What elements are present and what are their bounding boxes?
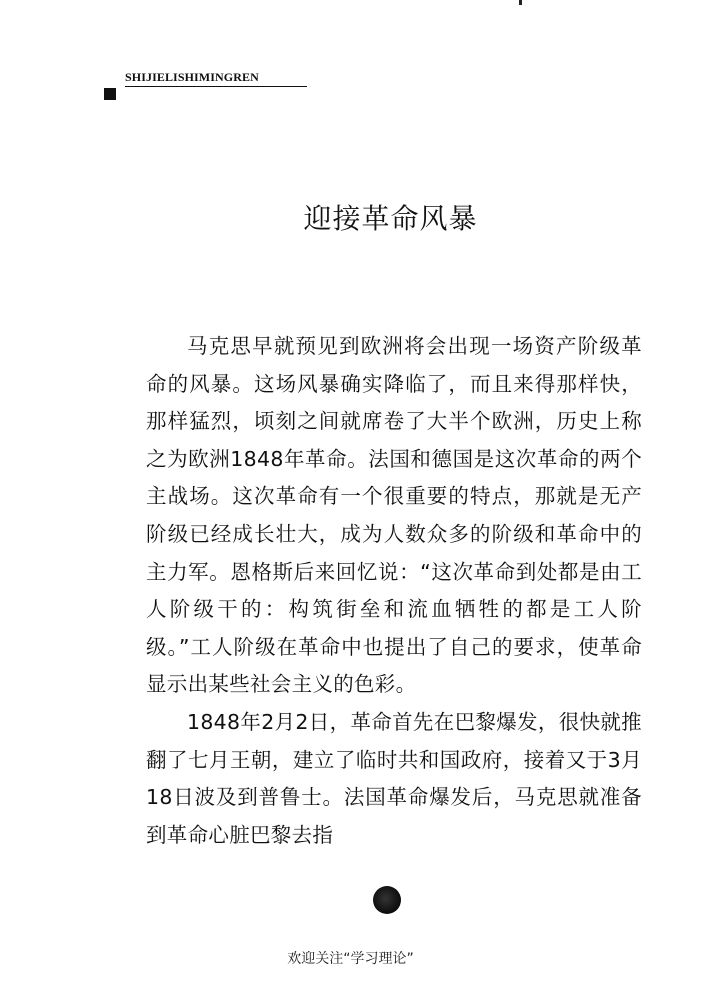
square-bullet-icon: [104, 88, 116, 100]
footer-note: 欢迎关注“学习理论”: [287, 951, 414, 967]
corner-scan-mark: [519, 0, 522, 5]
body-text: [146, 328, 642, 854]
header-underline: [125, 86, 307, 87]
paragraph-2: 1848年2月2日，革命首先在巴黎爆发，很快就推翻了七月王朝，建立了临时共和国政府，接着又于3月18日波及到普鲁士。法国革命爆发后，马克思就准备到革命心脏巴黎去指: [146, 709, 642, 847]
page-ornament-dot-icon: [373, 886, 401, 914]
chapter-title: 迎接革命风暴: [303, 202, 478, 235]
series-running-header: SHIJIELISHIMINGREN: [125, 70, 259, 84]
paragraph-1: 马克思早就预见到欧洲将会出现一场资产阶级革命的风暴。这场风暴确实降临了，而且来得那样快，那样猛烈，顷刻之间就席卷了大半个欧洲，历史上称之为欧洲1848年革命。法国和德国是这次革命的两个主战场。这次革命有一个很重要的特点，那就是无产阶级已经成长壮大，成为人数众多的阶级和革命中的主力军。恩格斯后来回忆说：“这次革命到处都是由工人阶级干的：构筑街垒和流血牺牲的都是工人阶级。”工人阶级在革命中也提出了自己的要求，使革命显示出某些社会主义的色彩。: [146, 334, 642, 697]
